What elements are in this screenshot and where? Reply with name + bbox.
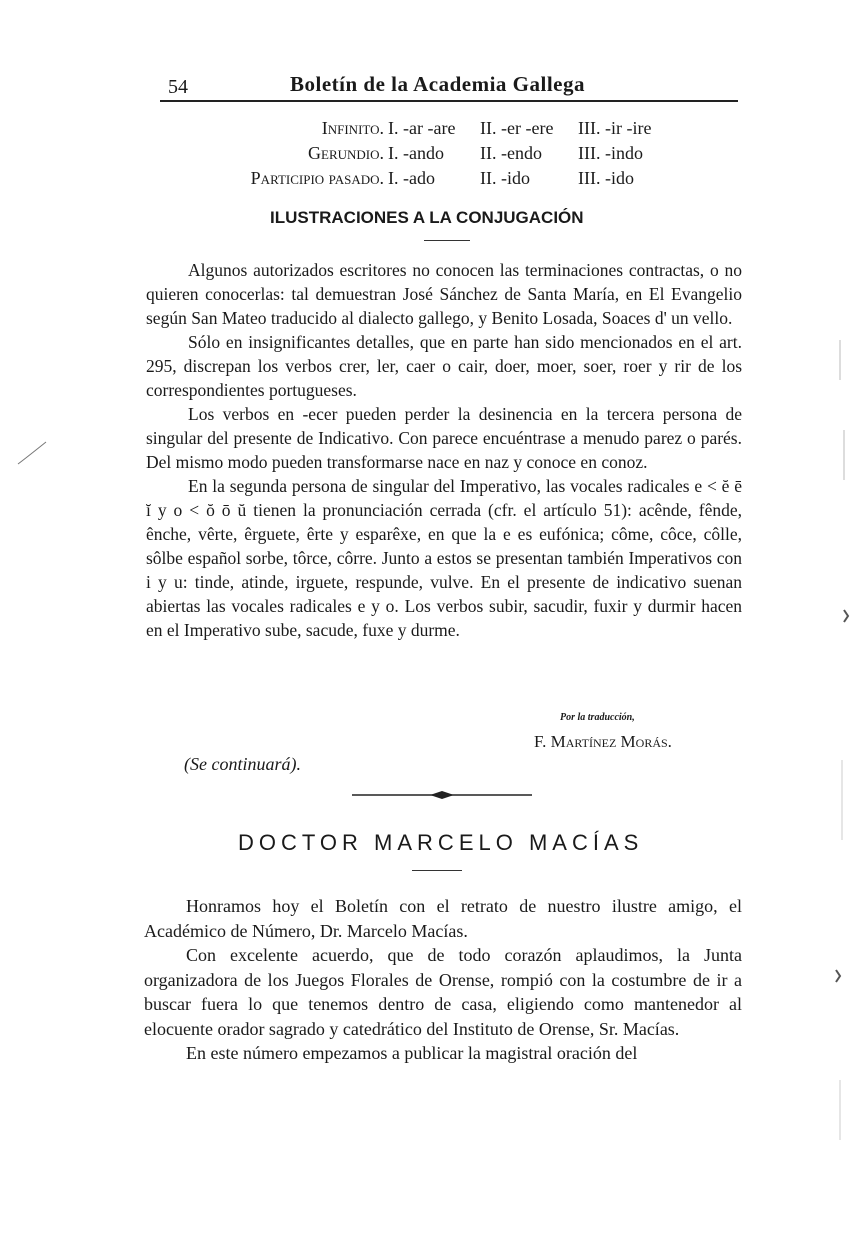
pencil-mark-icon: [16, 440, 48, 466]
conjugation-cell: II. -ido: [480, 168, 530, 188]
heading-underline: [424, 240, 470, 241]
conjugation-row: [200, 168, 658, 193]
paragraph: Algunos autorizados escritores no conocen las terminaciones contractas, o no quieren conocerlas: tal demuestran José Sánchez de Santa María, en El Evangelio según San Mateo traducido al dialecto gallego, y Benito Losada, Soaces d' un vello.: [146, 260, 742, 328]
conjugation-cell: III. -ido: [578, 168, 634, 188]
conjugation-cell: III. -indo: [578, 143, 643, 163]
conjugation-cell: I. -ado: [388, 168, 435, 188]
conjugation-cell: II. -endo: [480, 143, 542, 163]
translator-note: Por la traducción,: [560, 712, 635, 723]
paragraph: Sólo en insignificantes detalles, que en parte han sido mencionados en el art. 295, discrepan los verbos crer, ler, caer o cair, doer, moer, soer, roer y rir de los correspondientes portugueses.: [146, 332, 742, 400]
conjugation-row: [200, 118, 658, 143]
conjugation-label: Infinito.: [321, 118, 384, 138]
ornament-divider-icon: [352, 790, 532, 800]
paragraph: En la segunda persona de singular del Imperativo, las vocales radicales e < ĕ ē ĭ y o < ŏ ō ŭ tienen la pronunciación cerrada (cfr. el artículo 51): acênde, fênde, ênche, vêrte, êrguete, êrte y esparêxe, en que la e es eufónica; côme, côce, côlle, sôlbe español sorbe, tôrce, côrre. Junto a estos se presentan también Imperativos con i y u: tinde, atinde, irguete, respunde, vulve. En el presente de indicativo suenan abiertas las vocales radicales e y o. Los verbos subir, sacudir, fuxir y durmir hacen en el Imperativo sube, sacude, fuxe y durme.: [146, 476, 742, 640]
conjugation-cell: I. -ar -are: [388, 118, 456, 138]
translator-name: F. Martínez Morás.: [534, 732, 672, 751]
conjugation-label: Participio pasado.: [250, 168, 384, 188]
paragraph: En este número empezamos a publicar la magistral oración del: [186, 1043, 638, 1063]
conjugation-notes: [146, 258, 742, 642]
conjugation-row: [200, 143, 658, 168]
conjugation-cell: II. -er -ere: [480, 118, 554, 138]
paragraph: Los verbos en -ecer pueden perder la desinencia en la tercera persona de singular del presente de Indicativo. Con parece encuéntrase a menudo parez o parés. Del mismo modo pueden transformarse nace en naz y conoce en conoz.: [146, 404, 742, 472]
conjugation-cell: III. -ir -ire: [578, 118, 652, 138]
article-body: [144, 894, 742, 1066]
section-heading: ILUSTRACIONES A LA CONJUGACIÓN: [270, 208, 584, 227]
article-title: DOCTOR MARCELO MACÍAS: [238, 830, 644, 855]
conjugation-table: [200, 118, 658, 193]
page-header: [160, 68, 738, 102]
running-title: Boletín de la Academia Gallega: [290, 72, 585, 96]
paragraph: Con excelente acuerdo, que de todo corazón aplaudimos, la Junta organizadora de los Juegos Florales de Orense, rompió con la costumbre de ir a buscar fuera lo que tenemos dentro de casa, eligiendo como mantenedor al elocuente orador sagrado y catedrático del Instituto de Orense, Sr. Macías.: [144, 945, 742, 1039]
conjugation-cell: I. -ando: [388, 143, 444, 163]
page-number: 54: [168, 76, 188, 98]
page-edge-marks-icon: [820, 340, 850, 1200]
continued-note: (Se continuará).: [184, 754, 301, 774]
paragraph: Honramos hoy el Boletín con el retrato de nuestro ilustre amigo, el Académico de Número, Dr. Marcelo Macías.: [144, 896, 742, 941]
conjugation-label: Gerundio.: [308, 143, 384, 163]
title-underline: [412, 870, 462, 871]
